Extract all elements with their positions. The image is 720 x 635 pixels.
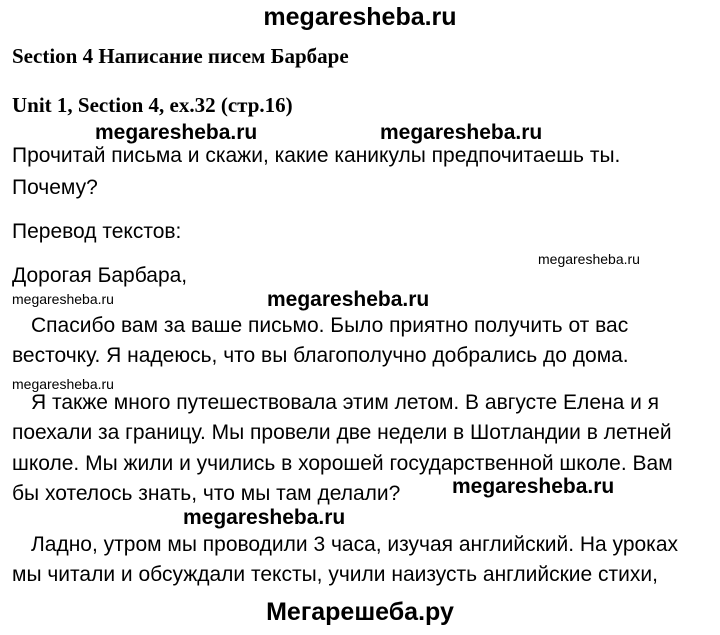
paragraph-2-line-1: Я также много путешествовала этим летом. В августе Елена и я xyxy=(31,391,660,414)
task-line-2: Почему? xyxy=(12,176,98,199)
watermark-top: megaresheba.ru xyxy=(263,3,457,31)
watermark-bottom: Мегарешеба.ру xyxy=(266,598,454,626)
watermark-mark: megaresheba.ru xyxy=(95,121,258,144)
watermark-mark: megaresheba.ru xyxy=(12,291,114,307)
section-title: Section 4 Написание писем Барбаре xyxy=(12,44,349,68)
unit-title: Unit 1, Section 4, ex.32 (стр.16) xyxy=(12,93,293,117)
greeting: Дорогая Барбара, xyxy=(12,264,188,287)
paragraph-3-line-1: Ладно, утром мы проводили 3 часа, изучая английский. На уроках xyxy=(31,533,679,556)
paragraph-2-line-3: школе. Мы жили и учились в хорошей государственной школе. Вам xyxy=(12,452,673,475)
watermark-mark: megaresheba.ru xyxy=(267,288,430,311)
paragraph-2-line-2: поехали за границу. Мы провели две недели в Шотландии в летней xyxy=(12,421,672,444)
task-line-1: Прочитай письма и скажи, какие каникулы предпочитаешь ты. xyxy=(12,144,621,167)
watermark-mark: megaresheba.ru xyxy=(380,121,543,144)
paragraph-2-line-4: бы хотелось знать, что мы там делали? xyxy=(12,482,401,505)
watermark-mark: megaresheba.ru xyxy=(183,506,346,529)
paragraph-1-line-2: весточку. Я надеюсь, что вы благополучно добрались до дома. xyxy=(12,344,629,367)
translation-label: Перевод текстов: xyxy=(12,220,182,243)
watermark-mark: megaresheba.ru xyxy=(12,376,114,392)
watermark-mark: megaresheba.ru xyxy=(538,251,640,267)
paragraph-3-line-2: мы читали и обсуждали тексты, учили наизусть английские стихи, xyxy=(12,563,658,586)
paragraph-1-line-1: Спасибо вам за ваше письмо. Было приятно получить от вас xyxy=(31,314,629,337)
watermark-mark: megaresheba.ru xyxy=(452,475,615,498)
